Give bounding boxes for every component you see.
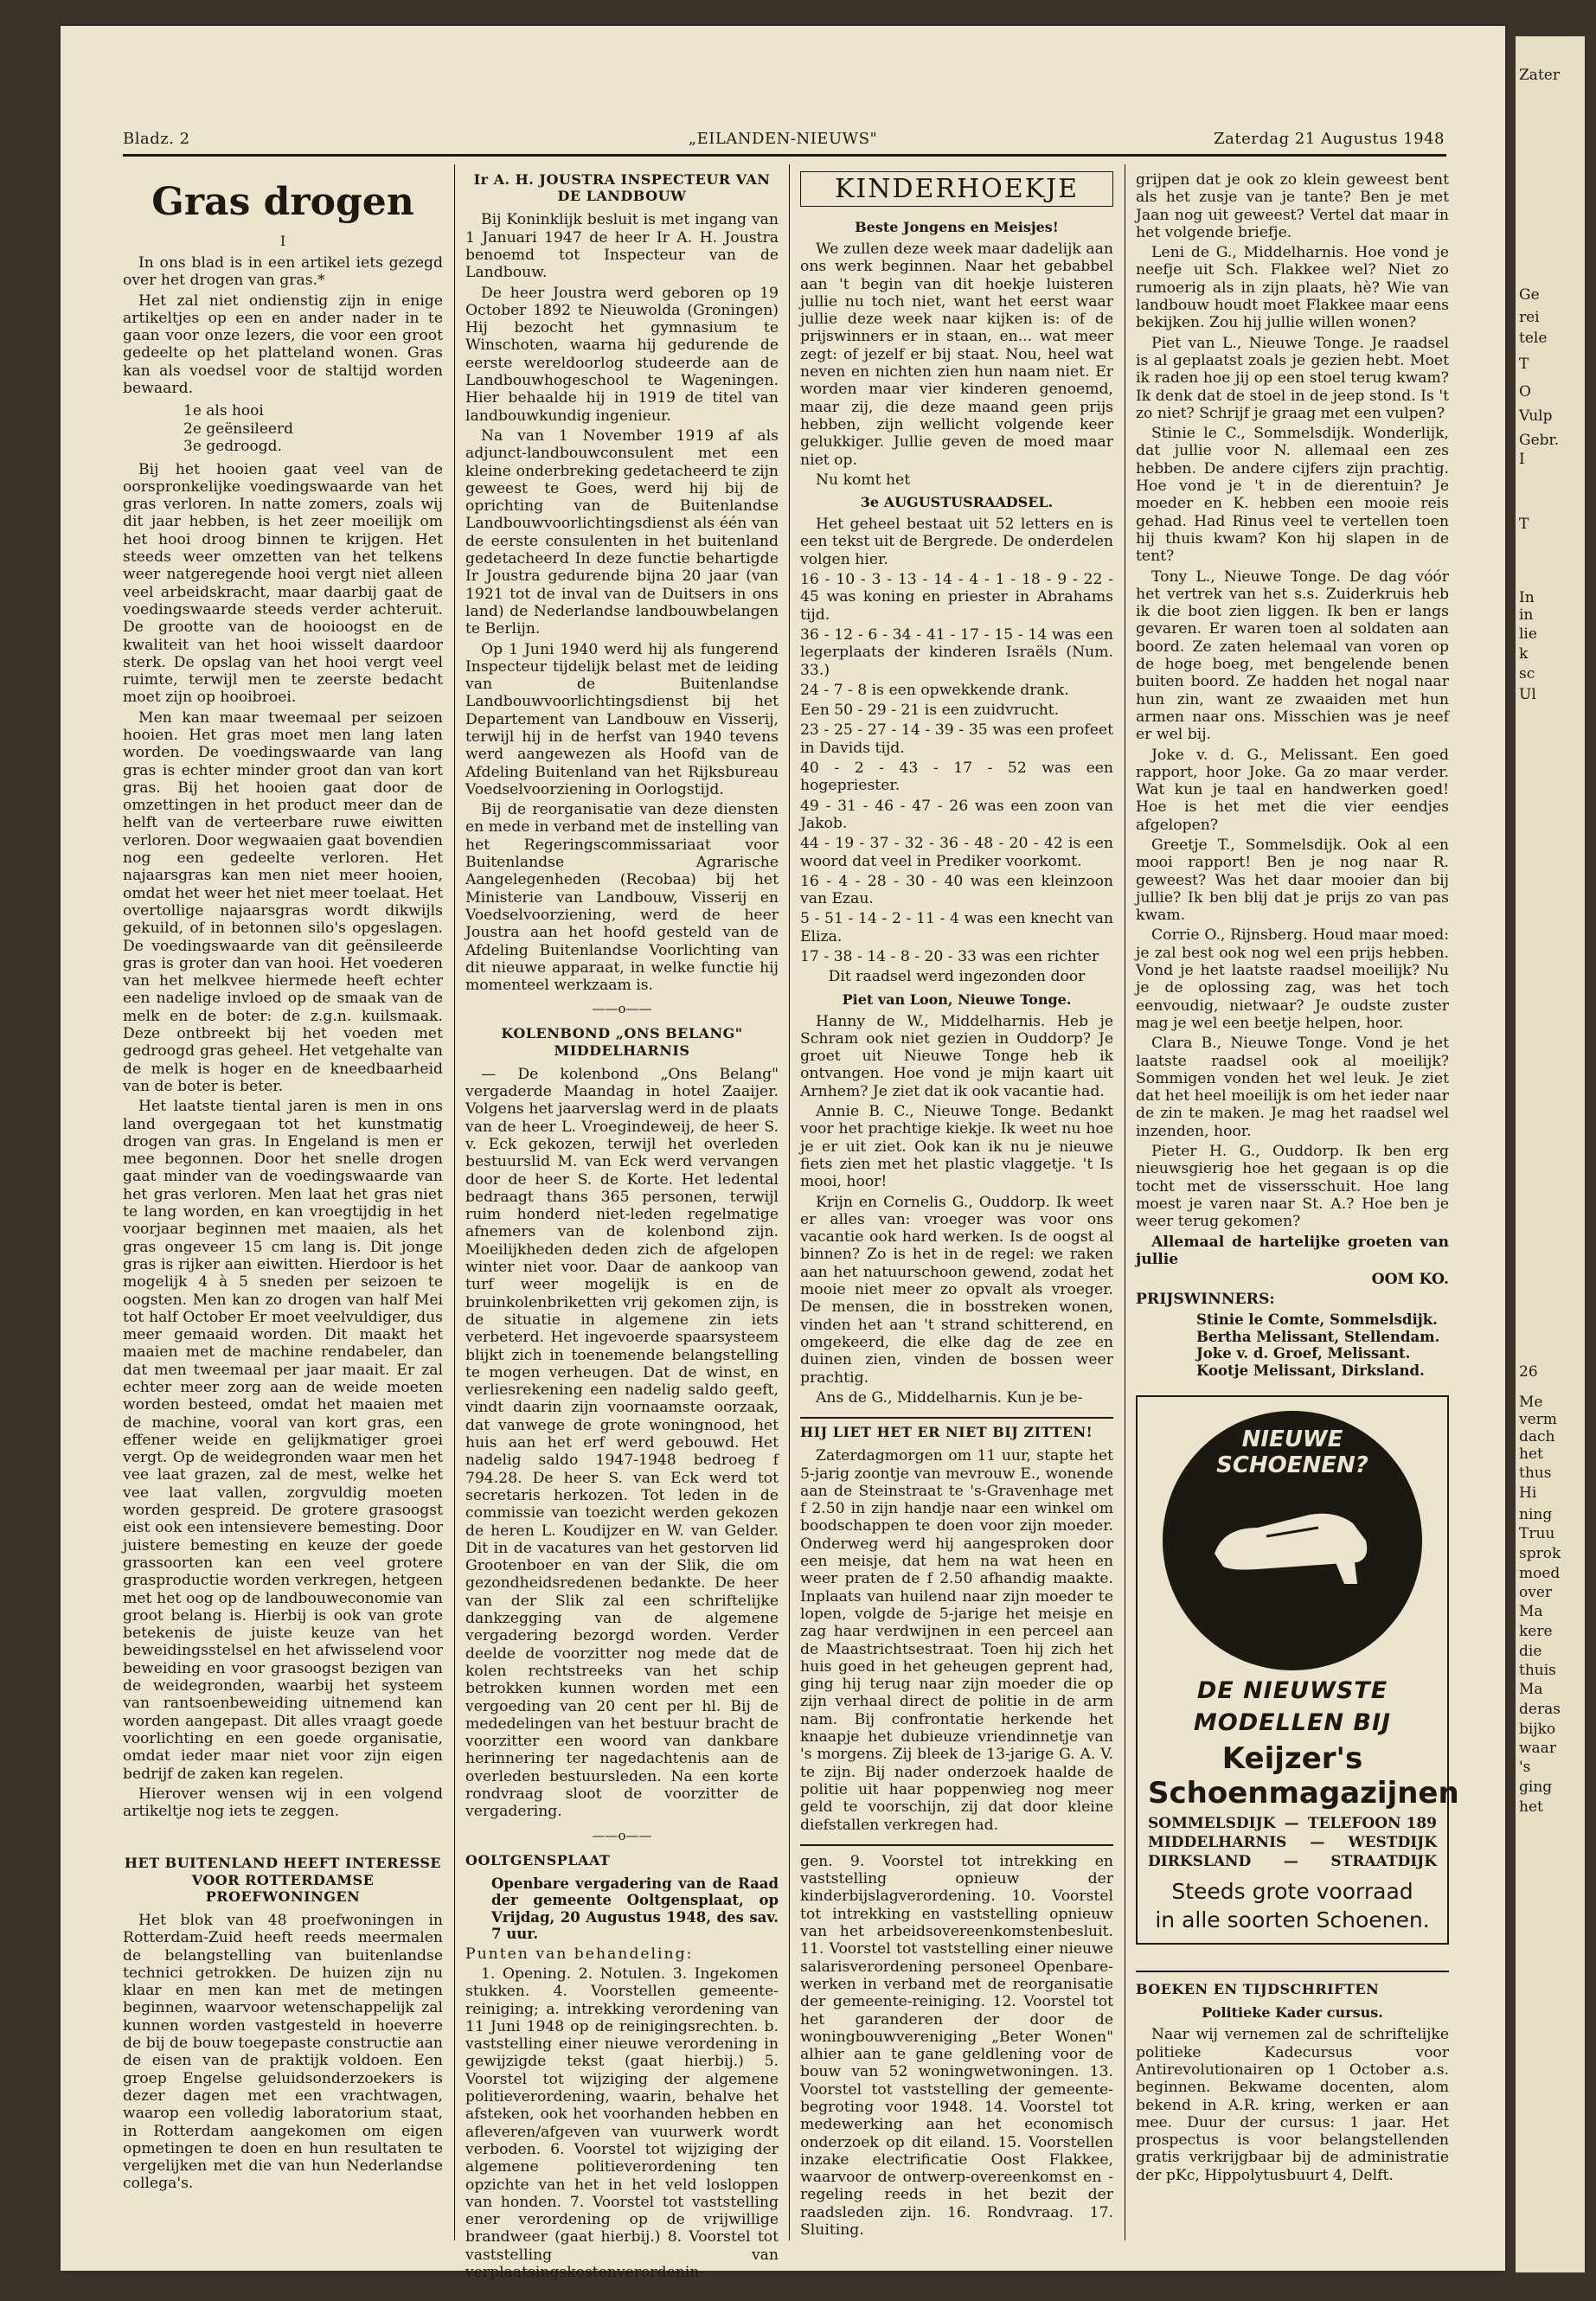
adjacent-page-fragment: het: [1519, 1445, 1543, 1463]
adjacent-page-fragment: sc: [1519, 665, 1535, 683]
adjacent-page-fragment: 26: [1519, 1363, 1538, 1381]
paragraph: In ons blad is in een artikel iets gezegd over het drogen van gras.*: [123, 254, 443, 290]
winner-item: Bertha Melissant, Stellendam.: [1196, 1328, 1440, 1345]
adjacent-page-fragment: Ma: [1519, 1603, 1543, 1620]
shop-name: Keijzer's Schoenmagazijnen: [1148, 1740, 1459, 1811]
ad-dash: —: [1283, 1853, 1298, 1871]
adjacent-page-fragment: Ge: [1519, 286, 1540, 304]
adjacent-page-fragment: Zater: [1519, 67, 1560, 84]
article-subheading: Politieke Kader cursus.: [1202, 2004, 1383, 2022]
adjacent-page-fragment: Truu: [1519, 1525, 1555, 1542]
ad-address-row: [1148, 1852, 1437, 1871]
section-rule: [800, 1417, 1113, 1419]
adjacent-page-fragment: sprok: [1519, 1545, 1561, 1562]
paragraph: Allemaal de hartelijke groeten van jullie: [1136, 1233, 1449, 1268]
ad-footer: in alle soorten Schoenen.: [1155, 1907, 1430, 1932]
adjacent-page-fragment: tele: [1519, 330, 1548, 347]
column-4: [1136, 171, 1459, 2247]
column-3: [800, 171, 1113, 2247]
paragraph: Na van 1 November 1919 af als adjunct-landbouwconsulent met een kleine onderbreking gedetacheerd te zijn geweest te Goes, werd hij bij de oprichting van de Buitenlandse Landbouwvoorlichtingsdienst als één van de eerste consulenten in het buitenland gedetacheerd In deze functie behartigde Ir Joustra gedurende bijna 20 jaar (van 1921 tot de inval van de Duitsers in ons land) de Nederlandse landbouwbelangen te Berlijn.: [465, 426, 779, 638]
list-item: 1e als hooi: [183, 402, 264, 420]
adjacent-page-fragment: waar: [1519, 1740, 1556, 1757]
ad-dash: —: [1284, 1814, 1299, 1832]
adjacent-page-fragment: thuis: [1519, 1662, 1556, 1679]
adjacent-page-fragment: Ul: [1519, 686, 1536, 703]
riddle-line: 40 - 2 - 43 - 17 - 52 was een hogepriester.: [800, 760, 1113, 795]
adjacent-page-fragment: deras: [1519, 1701, 1561, 1718]
riddle-line: 23 - 25 - 27 - 14 - 39 - 35 was een profeet in Davids tijd.: [800, 721, 1113, 757]
ad-town: MIDDELHARNIS: [1148, 1833, 1287, 1851]
paragraph: grijpen dat je ook zo klein geweest bent als het zusje van je tante? Ben je met Jaan nog uit geweest? Vertel dat maar in het volgende briefje.: [1136, 171, 1449, 241]
riddle-line: 16 - 10 - 3 - 13 - 14 - 4 - 1 - 18 - 9 - 22 - 45 was koning en priester in Abrahams tijd.: [800, 571, 1113, 624]
article-heading: Ir A. H. JOUSTRA INSPECTEUR VAN DE LANDBOUW: [473, 171, 771, 205]
separator: ——o——: [592, 1827, 652, 1843]
page-number: Bladz. 2: [123, 130, 190, 148]
riddle-heading: 3e AUGUSTUSRAADSEL.: [860, 494, 1054, 511]
adjacent-page-fragment: ning: [1519, 1506, 1553, 1523]
adjacent-page-fragment: Ma: [1519, 1681, 1543, 1698]
shoe-icon: [1206, 1493, 1379, 1588]
adjacent-page-fragment: In: [1519, 589, 1535, 606]
adjacent-page-fragment: lie: [1519, 625, 1537, 643]
paragraph: Ans de G., Middelharnis. Kun je be-: [816, 1388, 1083, 1407]
ad-town: DIRKSLAND: [1148, 1853, 1252, 1871]
ad-detail: TELEFOON 189: [1307, 1814, 1437, 1832]
paragraph: Nu komt het: [816, 471, 911, 489]
winners-heading: PRIJSWINNERS:: [1136, 1291, 1275, 1309]
ad-detail: STRAATDIJK: [1330, 1853, 1437, 1871]
storage-list: [183, 402, 443, 455]
paragraph: Dit raadsel werd ingezonden door: [828, 968, 1086, 986]
header-rule: [123, 154, 1446, 157]
separator: ——o——: [592, 1001, 652, 1017]
paragraph: Pieter H. G., Ouddorp. Ik ben erg nieuwsgierig hoe het gegaan is op die tocht met de vissersschuit. Hoe lang moest je varen naar St. A.? Hoe ben je weer terug gekomen?: [1136, 1143, 1449, 1231]
adjacent-page-fragment: O: [1519, 383, 1531, 401]
paragraph: Greetje T., Sommelsdijk. Ook al een mooi rapport! Ben je nog naar R. geweest? Was het daar mooier dan bij jullie? Ik ben blij dat je prijs zo van pas kwam.: [1136, 836, 1449, 925]
section-rule: [1136, 1971, 1449, 1972]
article-heading: BOEKEN EN TIJDSCHRIFTEN: [1136, 1981, 1380, 1998]
paragraph: Bij Koninklijk besluit is met ingang van 1 Januari 1947 de heer Ir A. H. Joustra benoemd tot Inspecteur van de Landbouw.: [465, 211, 779, 282]
article-heading: HIJ LIET HET ER NIET BIJ ZITTEN!: [800, 1424, 1093, 1441]
ad-address-row: [1148, 1833, 1437, 1852]
riddle-line: 44 - 19 - 37 - 32 - 36 - 48 - 20 - 42 is een woord dat veel in Prediker voorkomt.: [800, 835, 1113, 870]
adjacent-page-fragment: T: [1519, 516, 1529, 533]
paragraph: — De kolenbond „Ons Belang" vergaderde Maandag in hotel Zaaijer. Volgens het jaarverslag werd in de plaats van de heer L. Vroegindeweij, de heer S. v. Eck gekozen, terwijl het overleden bestuurslid M. van Eck werd vervangen door de heer S. de Korte. Het ledental bedraagt thans 365 personen, terwijl ruim honderd niet-leden regelmatige afnemers van de kolenbond zijn. Moeilijkheden deden zich de afgelopen winter niet voor. Daar de aankoop van turf weer mogelijk is en de bruinkolenbriketten vrij gekomen zijn, is de situatie in algemene zin iets verbeterd. Het ingevoerde spaarsysteem blijkt zich in toenemende belangstelling te mogen verheugen. Dat de winst, en verliesrekening een nadelig saldo geeft, vindt daarin zijn voornaamste oorzaak, dat vanwege de grote woningnood, het huis aan het erf werd gebouwd. Het nadelig saldo 1947-1948 bedroeg f 794.28. De heer S. van Eck werd tot secretaris herkozen. Tot leden in de commissie van toezicht werden gekozen de heren L. Koudijzer en W. van Gelder. Dit in de vacatures van het gestorven lid Grootenboer en van der Slik, die om gezondheidsredenen bedankte. De heer van der Slik zal een schriftelijke dankzegging van de algemene vergadering bezorgd worden. Verder deelde de voorzitter nog mede dat de kolen rechtstreeks van het schip betrokken kunnen worden met een vergoeding van 20 cent per hl. Bij de mededelingen van het bestuur bracht de voorzitter een woord van dankbare herinnering ter nagedachtenis aan de overleden bestuursleden. Na een korte rondvraag sloot de voorzitter de vergadering.: [465, 1065, 779, 1821]
ad-line: MODELLEN BIJ: [1193, 1708, 1392, 1736]
ad-footer: Steeds grote voorraad: [1171, 1879, 1413, 1905]
adjacent-page-fragment: ging: [1519, 1779, 1553, 1796]
newspaper-name: „EILANDEN-NIEUWS": [688, 130, 878, 148]
paragraph: Bij de reorganisatie van deze diensten en mede in verband met de instelling van het Regeringscommissariaat voor Buitenlandse Agrarische Aangelegenheden (Recobaa) bij het Ministerie van Landbouw, Visserij en Voedselvoorziening, werd de heer Joustra aan het hoofd gesteld van de Afdeling Buitenlandse Voorlichting van dit nieuwe apparaat, in welke functie hij momenteel werkzaam is.: [465, 801, 779, 995]
riddle-line: 49 - 31 - 46 - 47 - 26 was een zoon van Jakob.: [800, 797, 1113, 832]
paragraph: De heer Joustra werd geboren op 19 October 1892 te Nieuwolda (Groningen) Hij bezocht het gymnasium te Winschoten, waarna hij gedurende de eerste wereldoorlog studeerde aan de Landbouwhogeschool te Wageningen. Hier behaalde hij in 1919 de titel van landbouwkundig ingenieur.: [465, 284, 779, 425]
paragraph: Stinie le C., Sommelsdijk. Wonderlijk, dat jullie voor N. allemaal een zes hebben. De andere cijfers zijn prachtig. Hoe vond je 't in de dierentuin? Je moeder en K. hebben een mooie reis gehad. Had Rinus veel te vertellen toen hij thuis kwam? Kon hij slapen in de tent?: [1136, 425, 1449, 566]
ad-line: DE NIEUWSTE: [1196, 1676, 1388, 1704]
paragraph: Het zal niet ondienstig zijn in enige artikeltjes op een en ander nader in te gaan voor onze lezers, die voor een groot gedeelte op het platteland wonen. Gras kan als voedsel voor de staltijd worden bewaard.: [123, 292, 443, 398]
adjacent-page-fragment: T: [1519, 356, 1529, 373]
adjacent-page-fragment: k: [1519, 645, 1529, 663]
paragraph: Hierover wensen wij in een volgend artikeltje nog iets te zeggen.: [123, 1785, 443, 1821]
ad-illustration: [1163, 1411, 1422, 1670]
adjacent-page-fragment: rei: [1519, 309, 1540, 326]
paragraph: gen. 9. Voorstel tot intrekking en vaststelling opnieuw der kinderbijslagverordening. 10. Voorstel tot intrekking en vaststelling opnieuw van het arbeidsovereenkomstenbesluit. 11. Voorstel tot vaststelling einer nieuwe salarisverordening personeel Openbare-werken in verband met de reorganisatie der gemeente-reiniging. 12. Voorstel tot het garanderen der door de woningbouwvereniging „Beter Wonen" alhier aan te gane geldlening voor de bouw van 52 woningwetwoningen. 13. Voorstel tot vaststelling der gemeente-begroting voor 1948. 14. Voorstel tot medewerking aan het economisch onderzoek op dit eiland. 15. Voorstellen inzake electrificatie Oost Flakkee, waarvoor de ontwerp-overeenkomst en -regeling reeds in het bezit der raadsleden zijn. 16. Rondvraag. 17. Sluiting.: [800, 1852, 1113, 2240]
riddle-line: 17 - 38 - 14 - 8 - 20 - 33 was een richter: [800, 947, 1099, 965]
column-rule: [454, 164, 455, 2240]
section-rule: [800, 1844, 1113, 1846]
adjacent-page-fragment: over: [1519, 1584, 1553, 1601]
winner-item: Stinie le Comte, Sommelsdijk.: [1196, 1311, 1438, 1328]
issue-date: Zaterdag 21 Augustus 1948: [1214, 130, 1445, 148]
paragraph: We zullen deze week maar dadelijk aan ons werk beginnen. Naar het gebabbel aan 't begin van dit hoekje luisteren jullie nu toch niet, want het eerst waar jullie deze week naar kijken is: of de prijswinners er in staan, en... wat meer zegt: of jezelf er bij staat. Nou, heel wat neven en nichten zien hun naam niet. Er worden maar vier kinderen genoemd, maar zij, die deze maand geen prijs hebben, zijn wellicht volgende keer gelukkiger. Jullie geven de moed maar niet op.: [800, 240, 1113, 469]
adjacent-page-fragment: 's: [1519, 1759, 1531, 1776]
part-number: I: [279, 233, 286, 249]
adjacent-page-fragment: Vulp: [1519, 407, 1553, 425]
paragraph: Het geheel bestaat uit 52 letters en is een tekst uit de Bergrede. De onderdelen volgen hier.: [800, 516, 1113, 568]
adjacent-page-fragment: bijko: [1519, 1721, 1556, 1738]
shoe-advertisement: [1136, 1395, 1459, 1945]
paragraph: Leni de G., Middelharnis. Hoe vond je neefje uit Sch. Flakkee wel? Niet zo rumoerig als in zijn plaats, hè? Wie van landbouw houdt moet Flakkee maar eens bekijken. Zou hij jullie willen wonen?: [1136, 244, 1449, 332]
ad-dash: —: [1310, 1833, 1325, 1851]
riddle-line: Een 50 - 29 - 21 is een zuidvrucht.: [800, 702, 1060, 720]
meeting-announcement: Openbare vergadering van de Raad der gemeente Ooltgensplaat, op Vrijdag, 20 Augustus 1948, des sav. 7 uur.: [491, 1875, 779, 1943]
paragraph: Hanny de W., Middelharnis. Heb je Schram ook niet gezien in Ouddorp? Je groet uit Nieuwe Tonge heb ik ontvangen. Hoe vond je mijn kaart uit Arnhem? Je ziet dat ik ook vacantie had.: [800, 1012, 1113, 1100]
paragraph: Bij het hooien gaat veel van de oorspronkelijke voedingswaarde van het gras verloren. In natte zomers, zoals wij dit jaar hebben, is het zeer moeilijk om het hooi droog binnen te krijgen. Het steeds weer omzetten van het telkens weer natgeregende hooi vergt niet alleen veel arbeidskracht, maar daarbij gaat de voedingswaarde steeds verder achteruit. De grootte van de hooioogst en de kwaliteit van het hooi wisselt daardoor sterk. De opslag van het hooi vergt veel ruimte, terwijl men te zeerste bedacht moet zijn op hooibroei.: [123, 460, 443, 707]
ad-headline: NIEUWE SCHOENEN?: [1216, 1426, 1368, 1478]
article-title: Gras drogen: [151, 180, 414, 224]
riddle-line: 5 - 51 - 14 - 2 - 11 - 4 was een knecht van Eliza.: [800, 910, 1113, 945]
adjacent-page-fragment: thus: [1519, 1465, 1552, 1482]
article-heading: KOLENBOND „ONS BELANG" MIDDELHARNIS: [501, 1025, 743, 1059]
paragraph: Tony L., Nieuwe Tonge. De dag vóór het vertrek van het s.s. Zuiderkruis heb ik die boot zien liggen. Ik ben er langs gevaren. Er waren toen al soldaten aan boord. Ze zaten helemaal van voren op de hoge boeg, met bengelende benen buiten boord. Ze hadden het nogal naar hun zin, want ze zwaaiden met hun armen naar ons. Misschien was je neef er wel bij.: [1136, 567, 1449, 744]
article-heading: OOLTGENSPLAAT: [465, 1851, 611, 1868]
column-2: [465, 171, 779, 2281]
paragraph: Annie B. C., Nieuwe Tonge. Bedankt voor het prachtige kiekje. Ik weet nu hoe je er uit ziet. Ook kan ik nu je nieuwe fiets zien met het plastic vlaggetje. 't Is mooi, hoor!: [800, 1103, 1113, 1191]
adjacent-page-fragment: moed: [1519, 1565, 1561, 1582]
paragraph: Men kan maar tweemaal per seizoen hooien. Het gras moet men lang laten worden. De voedingswaarde van lang gras is echter minder groot dan van kort gras. Bij het hooien gaat door de omzettingen in het product meer dan de helft van de verteerbare ruwe eiwitten verloren. Door wegwaaien gaat bovendien nog een gedeelte verloren. Het najaarsgras kan men niet meer hooien, omdat het weer het niet meer toelaat. Het overtollige najaarsgras wordt dikwijls gekuild, of in betonnen silo's opgeslagen. De voedingswaarde van dit geënsileerde gras is groter dan van hooi. Het voederen van het melkvee hiermede heeft echter een nadelige invloed op de smaak van de melk en de boter: de z.g.n. kuilsmaak. Deze ontbreekt bij het voeden met gedroogd gras geheel. Het vetgehalte van de melk is hoger en de kneedbaarheid van de boter is beter.: [123, 708, 443, 1095]
paragraph: Op 1 Juni 1940 werd hij als fungerend Inspecteur tijdelijk belast met de leiding van de Buitenlandse Landbouwvoorlichtingsdienst bij het Departement van Landbouw en Visserij, terwijl hij in de herfst van 1940 tevens werd aangewezen als Hoofd van de Afdeling Buitenland van het Rijksbureau Voedselvoorziening in Oorlogstijd.: [465, 640, 779, 798]
list-item: 2e geënsileerd: [183, 420, 293, 438]
winner-item: Joke v. d. Groef, Melissant.: [1196, 1345, 1411, 1362]
paragraph: Piet van L., Nieuwe Tonge. Je raadsel is al geplaatst zoals je gezien hebt. Moet ik raden hoe jij op een stoel terug kwam? Ik denk dat de stoel in de jeep stond. Is 't zo niet? Schrijf je graag met een vulpen?: [1136, 334, 1449, 422]
agenda-heading: Punten van behandeling:: [465, 1945, 694, 1963]
ad-town: SOMMELSDIJK: [1148, 1814, 1276, 1832]
paragraph: Het laatste tiental jaren is men in ons land overgegaan tot het kunstmatig drogen van gras. In Engeland is men er mee begonnen. Door het snelle drogen gaat minder van de voedingswaarde van het gras verloren. Men laat het gras niet te lang worden, en kan vroegtijdig in het voorjaar beginnen met maaien, als het gras ongeveer 15 cm lang is. Dit jonge gras is rijker aan eiwitten. Hierdoor is het mogelijk 4 à 5 sneden per seizoen te oogsten. Men kan zo drogen van half Mei tot half October Er moet veelvuldiger, dus meer gemaaid worden. Dit maakt het maaien met de machine rendabeler, dan dat men tweemaal per jaar maait. Er zal echter meer zorg aan de weide moeten worden besteed, omdat het maaien met de machine, vooral van kort gras, een effener weide en gelijkmatiger groei vergt. Op de weidegronden waar men het vee laat grazen, zal de mest, welke het vee laat vallen, zorgvuldig moeten worden gespreid. De grotere grasoogst eist ook een intensievere bemesting. Door juistere bemesting en keuze der goede grassoorten kan een veel grotere grasproductie worden verkregen, hetgeen met het oog op de landbouweconomie van groot belang is. Hierbij is ook van grote betekenis de juiste keuze van het beweidingsstelsel en het afwisselend voor beweiding en voor grasoogst bezigen van de weidegronden, waarbij het systeem van rantsoenbeweiding uitnemend kan worden aangepast. Dit alles vraagt goede voorlichting en een goede organisatie, omdat ieder maar niet voor zijn eigen bedrijf de zaken kan regelen.: [123, 1098, 443, 1783]
paragraph: Krijn en Cornelis G., Ouddorp. Ik weet er alles van: vroeger was voor ons vacantie ook hard werken. Is de oogst al binnen? Zo is het in de regel: we raken aan het natuurschoon gewend, zodat het mooie niet meer zo opvalt als vroeger. De mensen, die in bosstreken wonen, vinden het aan 't strand schitterend, en omgekeerd, die elke dag de zee en duinen zien, vinden de bossen weer prachtig.: [800, 1193, 1113, 1387]
ad-address-row: [1148, 1814, 1437, 1833]
adjacent-page-fragment: Gebr.: [1519, 432, 1560, 449]
paragraph: Naar wij vernemen zal de schriftelijke politieke Kadecursus voor Antirevolutionairen op 1 October a.s. beginnen. Bekwame docenten, alom bekend in A.R. kring, werken er aan mee. Duur der cursus: 1 jaar. Het prospectus is voor belangstellenden gratis verkrijgbaar bij de administratie der pKc, Hippolytusbuurt 4, Delft.: [1136, 2026, 1449, 2184]
paragraph: 1. Opening. 2. Notulen. 3. Ingekomen stukken. 4. Voorstellen gemeente-reiniging; a. intrekking verordening van 11 Juni 1948 op de reinigingsrechten. b. vaststelling einer nieuwe verordening in gewijzigde tekst (gaat hierbij.) 5. Voorstel tot wijziging der algemene politieverordening, waarin, behalve het afsteken, ook het voorhanden hebben en afleveren/afgeven van vuurwerk wordt verboden. 6. Voorstel tot wijziging der algemene politieverordening ten opzichte van het in het veld losloppen van honden. 7. Voorstel tot vaststelling ener verordening op de vrijwillige brandweer (gaat hierbij.) 8. Voorstel tot vaststelling van verplaatsingskostenverordenin-: [465, 1965, 779, 2281]
section-title: KINDERHOEKJE: [800, 171, 1113, 207]
column-1: [123, 171, 443, 2247]
winner-item: Kootje Melissant, Dirksland.: [1196, 1362, 1425, 1380]
paragraph: Het blok van 48 proefwoningen in Rotterdam-Zuid heeft reeds meermalen de belangstelling van buitenlandse technici getrokken. De huizen zijn nu klaar en men kan met de metingen beginnen, waarvoor wetenschappelijk zal kunnen worden vastgesteld in hoeverre de bij de bouw toegepaste constructie aan de eisen van de praktijk voldoen. Een groep Engelse geluidsonderzoekers is dezer dagen met een vrachtwagen, waarop een volledig laboratorium staat, in Rotterdam aangekomen om eigen opmetingen te doen en hun resultaten te vergelijken met die van hun Nederlandse collega's.: [123, 1911, 443, 2193]
greeting: Beste Jongens en Meisjes!: [855, 219, 1059, 235]
ad-detail: WESTDIJK: [1348, 1833, 1437, 1851]
adjacent-page-fragment: dach: [1519, 1428, 1555, 1445]
adjacent-page-fragment: Me: [1519, 1394, 1543, 1411]
riddle-line: 16 - 4 - 28 - 30 - 40 was een kleinzoon van Ezau.: [800, 872, 1113, 908]
adjacent-page-fragment: kere: [1519, 1623, 1553, 1640]
paragraph: Zaterdagmorgen om 11 uur, stapte het 5-jarig zoontje van mevrouw E., wonende aan de Steinstraat te 's-Gravenhage met f 2.50 in zijn handje naar een winkel om boodschappen te doen voor zijn moeder. Onderweg werd hij aangesproken door een meisje, dat hem na wat heen en weer praten de f 2.50 afhandig maakte. Inplaats van huilend naar zijn moeder te lopen, volgde de 5-jarige het meisje en zag haar verdwijnen in een perceel aan de Maastrichtsestraat. Toen hij zich het huis goed in het geheugen geprent had, ging hij terug naar zijn moeder die op zijn verhaal direct de politie in de arm nam. Bij confrontatie herkende het knaapje het dubieuze vriendinnetje van 's morgens. Zij bleek de 13-jarige G. A. V. te zijn. Bij nader onderzoek haalde de politie uit haar poppenwieg nog meer geld te voorschijn, zij dat door kleine diefstallen verkregen had.: [800, 1447, 1113, 1834]
adjacent-page-fragment: in: [1519, 606, 1534, 624]
paragraph: Clara B., Nieuwe Tonge. Vond je het laatste raadsel ook al moeilijk? Sommigen vonden het wel leuk. Je ziet dat het heel moeilijk is om het ieder naar de zin te maken. Je mag het raadsel wel inzenden, hoor.: [1136, 1035, 1449, 1140]
adjacent-page-fragment: verm: [1519, 1411, 1557, 1428]
riddle-line: 36 - 12 - 6 - 34 - 41 - 17 - 15 - 14 was een legerplaats der kinderen Israëls (Num. 33.): [800, 625, 1113, 679]
article-heading: HET BUITENLAND HEEFT INTERESSE VOOR ROTTERDAMSE PROEFWONINGEN: [124, 1855, 442, 1905]
adjacent-page-fragment: Hi: [1519, 1484, 1537, 1502]
paragraph: Joke v. d. G., Melissant. Een goed rapport, hoor Joke. Ga zo maar verder. Wat kun je taal en handwerken goed! Hoe is het met die vier eendjes afgelopen?: [1136, 746, 1449, 834]
column-rule: [789, 164, 790, 2240]
adjacent-page-fragment: die: [1519, 1643, 1542, 1660]
riddle-sender: Piet van Loon, Nieuwe Tonge.: [842, 990, 1072, 1008]
adjacent-page-strip: [1516, 36, 1585, 2272]
paragraph: Corrie O., Rijnsberg. Houd maar moed: je zal best ook nog wel een prijs hebben. Vond je het laatste raadsel moeilijk? Nu je de oplossing zag, was het toch eenvoudig, nietwaar? Je oudste zuster mag je wel een beetje helpen, hoor.: [1136, 926, 1449, 1032]
adjacent-page-fragment: I: [1519, 451, 1525, 468]
riddle-line: 24 - 7 - 8 is een opwekkende drank.: [800, 681, 1069, 699]
signature: OOM KO.: [1371, 1271, 1449, 1289]
newspaper-page: [61, 26, 1505, 2281]
list-item: 3e gedroogd.: [183, 438, 282, 456]
adjacent-page-fragment: het: [1519, 1798, 1543, 1816]
